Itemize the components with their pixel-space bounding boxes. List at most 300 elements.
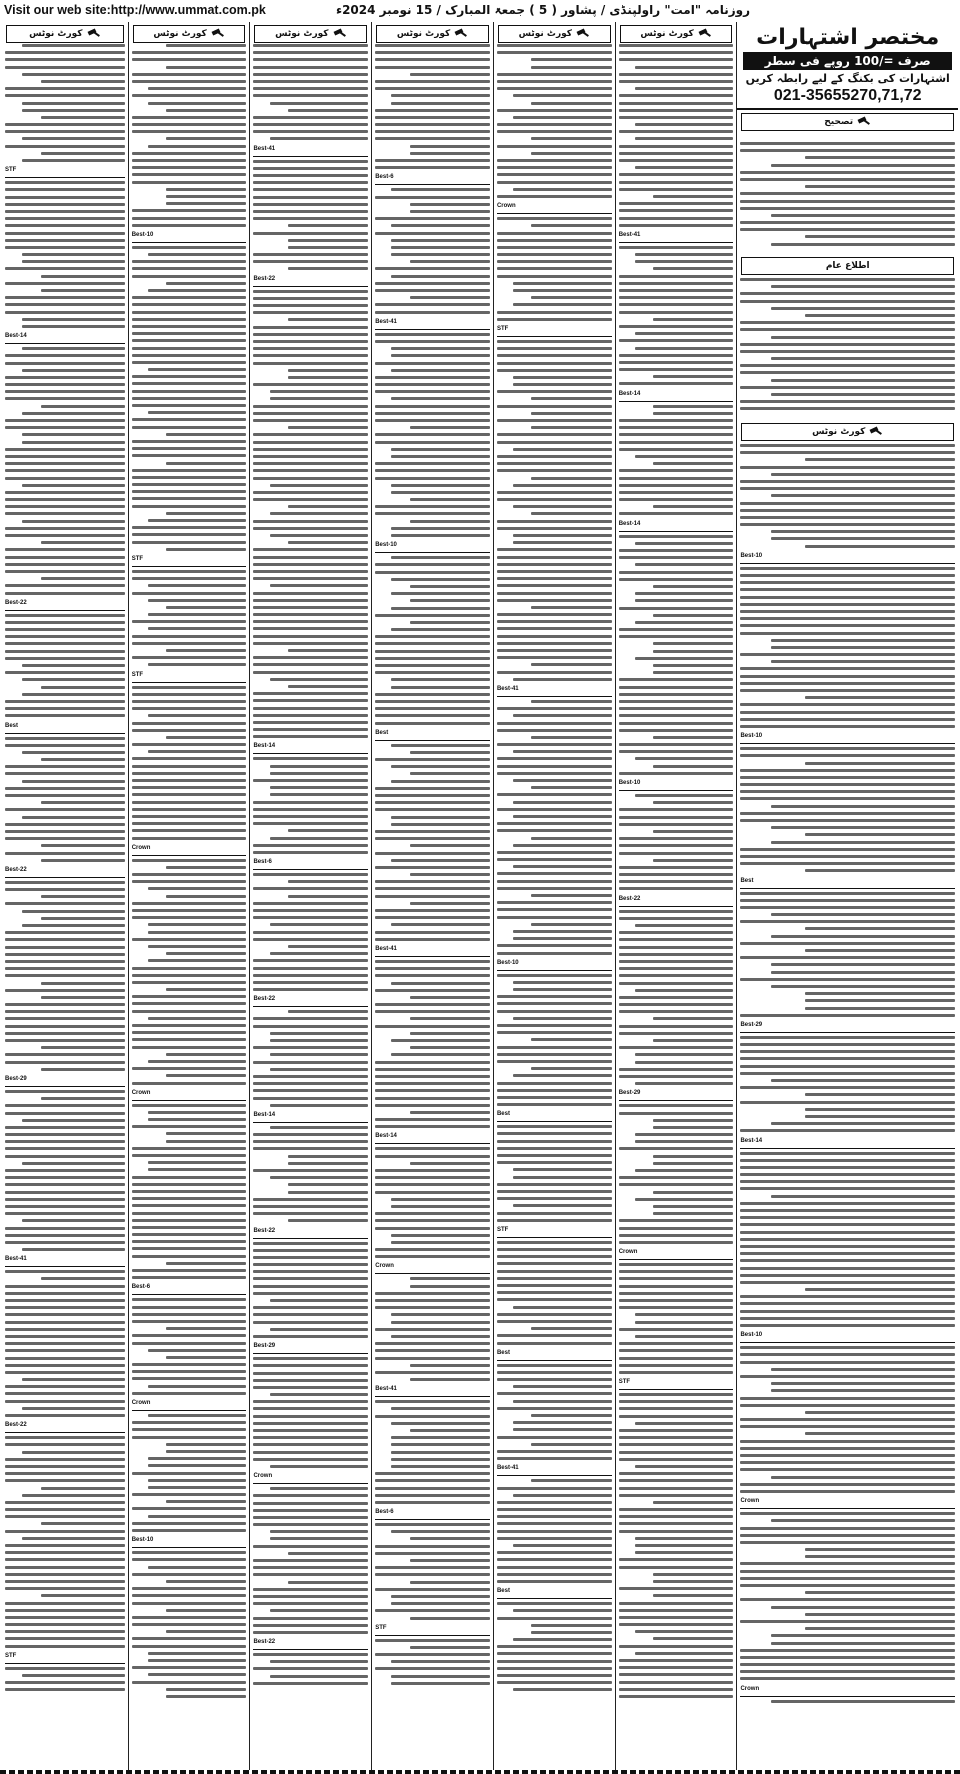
text-line	[740, 1231, 955, 1234]
text-line	[653, 375, 733, 378]
text-line	[253, 419, 368, 422]
text-line	[270, 1675, 369, 1678]
text-line	[619, 1602, 734, 1605]
text-line	[148, 253, 247, 256]
text-line	[653, 801, 733, 804]
text-line	[375, 1155, 490, 1158]
text-line	[653, 1205, 733, 1208]
text-line	[41, 116, 125, 119]
text-line	[22, 318, 125, 321]
text-line	[410, 145, 490, 148]
text-line	[375, 1371, 490, 1374]
correction-text	[740, 142, 955, 252]
text-line	[410, 1285, 490, 1288]
text-line	[391, 1205, 490, 1208]
text-line	[375, 880, 490, 883]
text-line	[513, 1638, 612, 1641]
text-line	[253, 311, 368, 314]
text-line	[253, 1169, 368, 1172]
public-notice-label: اطلاع عام	[825, 261, 870, 271]
text-line	[375, 1573, 490, 1576]
text-line	[5, 1292, 125, 1295]
text-line	[619, 181, 734, 184]
text-line	[148, 931, 247, 934]
text-line	[619, 1558, 734, 1561]
notice-code: Best	[496, 1111, 510, 1118]
notice-code: Crown	[618, 1249, 638, 1256]
text-line	[497, 757, 612, 760]
text-line	[497, 1342, 612, 1345]
text-line	[132, 1024, 247, 1027]
text-line	[253, 902, 368, 905]
text-line	[653, 1162, 733, 1165]
text-line	[22, 1407, 125, 1410]
text-line	[5, 1169, 125, 1172]
text-line	[740, 1577, 955, 1580]
text-line	[132, 1573, 247, 1576]
text-line	[166, 1609, 246, 1612]
text-line	[497, 642, 612, 645]
notice-separator	[132, 1410, 247, 1411]
text-line	[619, 1415, 734, 1418]
text-line	[513, 678, 612, 681]
text-line	[132, 275, 247, 278]
text-line	[740, 1361, 955, 1364]
text-line	[5, 1414, 125, 1417]
notice-code: Best-10	[740, 733, 763, 740]
text-line	[132, 1421, 247, 1424]
text-line	[513, 1544, 612, 1547]
text-line	[253, 974, 368, 977]
text-line	[22, 73, 125, 76]
text-line	[132, 635, 247, 638]
gavel-icon	[869, 427, 883, 437]
notice-code: STF	[496, 1226, 509, 1233]
text-line	[132, 1212, 247, 1215]
text-line	[270, 1068, 369, 1071]
text-line	[497, 722, 612, 725]
text-line	[619, 188, 734, 191]
text-line	[375, 808, 490, 811]
text-line	[375, 469, 490, 472]
court-notice-header	[376, 25, 489, 43]
text-line	[653, 736, 733, 739]
text-line	[635, 563, 734, 566]
text-line	[619, 743, 734, 746]
text-line	[531, 1327, 611, 1330]
text-line	[5, 1133, 125, 1136]
text-line	[375, 267, 490, 270]
text-line	[166, 433, 246, 436]
notice-code: Best-22	[253, 996, 276, 1003]
text-line	[22, 412, 125, 415]
text-line	[132, 311, 247, 314]
text-line	[166, 109, 246, 112]
text-line	[410, 751, 490, 754]
text-line	[270, 137, 369, 140]
text-line	[253, 1321, 368, 1324]
text-line	[740, 1404, 955, 1407]
text-line	[513, 988, 612, 991]
text-line	[740, 1656, 955, 1659]
text-line	[5, 1392, 125, 1395]
notice-code: Best-14	[618, 520, 641, 527]
text-line	[740, 567, 955, 570]
text-line	[253, 592, 368, 595]
text-line	[132, 447, 247, 450]
text-line	[497, 1183, 612, 1186]
text-line	[391, 1436, 490, 1439]
text-line	[253, 728, 368, 731]
text-line	[740, 1202, 955, 1205]
text-line	[619, 1530, 734, 1533]
text-line	[635, 794, 734, 797]
text-line	[497, 1046, 612, 1049]
text-line	[253, 1458, 368, 1461]
text-line	[253, 887, 368, 890]
text-line	[619, 102, 734, 105]
text-line	[497, 1197, 612, 1200]
text-line	[771, 1195, 955, 1198]
text-line	[375, 1089, 490, 1092]
text-line	[22, 109, 125, 112]
text-line	[375, 1501, 490, 1504]
text-line	[497, 354, 612, 357]
text-line	[391, 923, 490, 926]
text-line	[132, 837, 247, 840]
text-line	[410, 1364, 490, 1367]
text-line	[132, 974, 247, 977]
text-line	[5, 1155, 125, 1158]
text-line	[270, 765, 369, 768]
text-line	[5, 1003, 125, 1006]
text-line	[5, 852, 125, 855]
correction-label: تصحیح	[824, 117, 854, 127]
text-line	[253, 1494, 368, 1497]
text-line	[270, 678, 369, 681]
text-line	[22, 678, 125, 681]
text-line	[5, 563, 125, 566]
text-line	[148, 519, 247, 522]
text-line	[375, 217, 490, 220]
text-line	[740, 178, 955, 181]
text-line	[497, 1537, 612, 1540]
text-line	[5, 1667, 125, 1670]
notice-code: Best-41	[375, 1386, 397, 1393]
text-line	[740, 1267, 955, 1270]
text-line	[771, 243, 955, 246]
text-line	[5, 455, 125, 458]
notice-separator	[619, 1100, 734, 1101]
text-line	[619, 1515, 734, 1518]
court-notice-header	[620, 25, 733, 43]
text-line	[5, 1530, 125, 1533]
notice-separator	[253, 869, 368, 870]
text-line	[497, 556, 612, 559]
text-line	[619, 873, 734, 876]
text-line	[497, 1558, 612, 1561]
text-line	[619, 1364, 734, 1367]
text-line	[41, 152, 125, 155]
notice-separator	[740, 1696, 955, 1697]
text-line	[619, 1234, 734, 1237]
text-line	[653, 1637, 733, 1640]
text-line	[635, 989, 734, 992]
text-line	[288, 224, 368, 227]
text-line	[771, 985, 955, 988]
text-line	[22, 1219, 125, 1222]
text-line	[497, 347, 612, 350]
text-line	[132, 476, 247, 479]
court-notice-text	[740, 444, 955, 1764]
text-line	[497, 793, 612, 796]
text-line	[5, 931, 125, 934]
text-line	[740, 1584, 955, 1587]
text-line	[166, 202, 246, 205]
text-line	[288, 541, 368, 544]
text-line	[497, 1241, 612, 1244]
text-line	[132, 73, 247, 76]
text-line	[619, 1292, 734, 1295]
text-line	[771, 639, 955, 642]
text-line	[619, 419, 734, 422]
text-line	[132, 873, 247, 876]
notice-code: STF	[375, 1624, 387, 1631]
text-line	[148, 1673, 247, 1676]
text-line	[132, 497, 247, 500]
text-line	[270, 102, 369, 105]
text-line	[375, 989, 490, 992]
text-line	[375, 664, 490, 667]
text-line	[619, 1436, 734, 1439]
text-line	[253, 123, 368, 126]
text-line	[513, 1428, 612, 1431]
text-line	[619, 910, 734, 913]
text-line	[740, 1649, 955, 1652]
text-line	[148, 959, 247, 962]
text-line	[253, 1588, 368, 1591]
text-line	[253, 981, 368, 984]
text-line	[375, 1248, 490, 1251]
text-line	[132, 440, 247, 443]
text-line	[619, 1616, 734, 1619]
text-line	[740, 1310, 955, 1313]
text-line	[148, 613, 247, 616]
text-line	[497, 166, 612, 169]
text-line	[391, 607, 490, 610]
text-line	[253, 1451, 368, 1454]
text-line	[5, 1227, 125, 1230]
text-line	[497, 1277, 612, 1280]
text-line	[497, 145, 612, 148]
text-line	[740, 675, 955, 678]
text-line	[5, 1191, 125, 1194]
text-line	[391, 1530, 490, 1533]
text-line	[253, 851, 368, 854]
text-line	[22, 520, 125, 523]
notice-separator	[253, 156, 368, 157]
notice-code: Best-6	[131, 1284, 151, 1291]
text-line	[253, 1400, 368, 1403]
text-line	[740, 1014, 955, 1017]
text-line	[5, 224, 125, 227]
text-line	[5, 837, 125, 840]
text-line	[497, 1161, 612, 1164]
text-line	[740, 1065, 955, 1068]
text-line	[41, 577, 125, 580]
text-line	[410, 621, 490, 624]
text-line	[132, 729, 247, 732]
court-notice-label: کورٹ نوٹس	[153, 29, 207, 39]
text-line	[132, 1529, 247, 1532]
text-line	[771, 1079, 955, 1082]
text-line	[132, 1204, 247, 1207]
text-line	[375, 137, 490, 140]
text-line	[497, 80, 612, 83]
text-line	[740, 523, 955, 526]
text-line	[619, 823, 734, 826]
text-line	[253, 844, 368, 847]
notice-separator	[497, 213, 612, 214]
text-line	[132, 1392, 247, 1395]
text-line	[619, 469, 734, 472]
text-line	[148, 663, 247, 666]
text-line	[391, 1321, 490, 1324]
notice-code: Best-10	[740, 1332, 763, 1339]
notice-code: STF	[496, 325, 509, 332]
court-notice-label: کورٹ نوٹس	[275, 29, 329, 39]
text-line	[740, 1173, 955, 1176]
text-line	[253, 808, 368, 811]
text-line	[5, 1104, 125, 1107]
page-header	[0, 0, 960, 20]
text-line	[740, 1216, 955, 1219]
text-line	[653, 1191, 733, 1194]
text-line	[132, 483, 247, 486]
text-line	[375, 1104, 490, 1107]
text-line	[740, 1302, 955, 1305]
text-line	[619, 130, 734, 133]
text-line	[531, 1479, 611, 1482]
notice-code: Best-22	[618, 895, 641, 902]
text-line	[22, 484, 125, 487]
text-line	[513, 981, 612, 984]
text-line	[497, 656, 612, 659]
text-line	[148, 1060, 247, 1063]
text-line	[253, 94, 368, 97]
text-line	[619, 571, 734, 574]
text-line	[22, 1537, 125, 1540]
text-line	[410, 1111, 490, 1114]
text-line	[497, 441, 612, 444]
text-line	[740, 790, 955, 793]
text-line	[148, 1349, 247, 1352]
text-line	[531, 58, 611, 61]
text-line	[740, 1353, 955, 1356]
text-line	[653, 195, 733, 198]
text-line	[391, 534, 490, 537]
text-line	[497, 671, 612, 674]
text-line	[497, 627, 612, 630]
text-line	[740, 581, 955, 584]
notice-separator	[5, 177, 125, 178]
notice-text	[132, 44, 247, 1764]
text-line	[132, 793, 247, 796]
text-line	[5, 765, 125, 768]
text-line	[771, 646, 955, 649]
notice-separator	[253, 1483, 368, 1484]
text-line	[740, 942, 955, 945]
text-line	[132, 541, 247, 544]
text-line	[497, 872, 612, 875]
text-line	[740, 1346, 955, 1349]
gavel-icon	[211, 29, 225, 39]
text-line	[805, 1288, 955, 1291]
text-line	[740, 1057, 955, 1060]
notice-separator	[497, 336, 612, 337]
text-line	[132, 772, 247, 775]
text-line	[740, 207, 955, 210]
text-line	[253, 931, 368, 934]
text-line	[132, 577, 247, 580]
public-notice-header	[741, 257, 954, 275]
text-line	[253, 297, 368, 300]
text-line	[5, 527, 125, 530]
text-line	[253, 66, 368, 69]
text-line	[5, 1602, 125, 1605]
text-line	[619, 303, 734, 306]
text-line	[5, 967, 125, 970]
text-line	[619, 354, 734, 357]
text-line	[375, 1255, 490, 1258]
text-line	[166, 649, 246, 652]
text-line	[41, 1068, 125, 1071]
text-line	[619, 1458, 734, 1461]
text-line	[619, 535, 734, 538]
text-line	[148, 1566, 247, 1569]
text-line	[805, 458, 955, 461]
text-line	[619, 1068, 734, 1071]
text-line	[253, 1509, 368, 1512]
text-line	[740, 407, 955, 410]
text-line	[497, 1212, 612, 1215]
text-line	[497, 1551, 612, 1554]
text-line	[653, 1126, 733, 1129]
text-line	[253, 448, 368, 451]
text-line	[391, 102, 490, 105]
text-line	[253, 1256, 368, 1259]
text-line	[5, 376, 125, 379]
text-line	[253, 51, 368, 54]
text-line	[531, 1038, 611, 1041]
text-line	[740, 1281, 955, 1284]
text-line	[513, 1204, 612, 1207]
text-line	[375, 1357, 490, 1360]
text-line	[375, 931, 490, 934]
text-line	[375, 376, 490, 379]
text-line	[619, 996, 734, 999]
notice-code: Best-10	[496, 959, 519, 966]
text-line	[148, 1385, 247, 1388]
text-line	[497, 1096, 612, 1099]
text-line	[132, 267, 247, 270]
text-line	[253, 822, 368, 825]
text-line	[5, 592, 125, 595]
text-line	[132, 815, 247, 818]
text-line	[375, 159, 490, 162]
notice-separator	[619, 906, 734, 907]
text-line	[5, 621, 125, 624]
